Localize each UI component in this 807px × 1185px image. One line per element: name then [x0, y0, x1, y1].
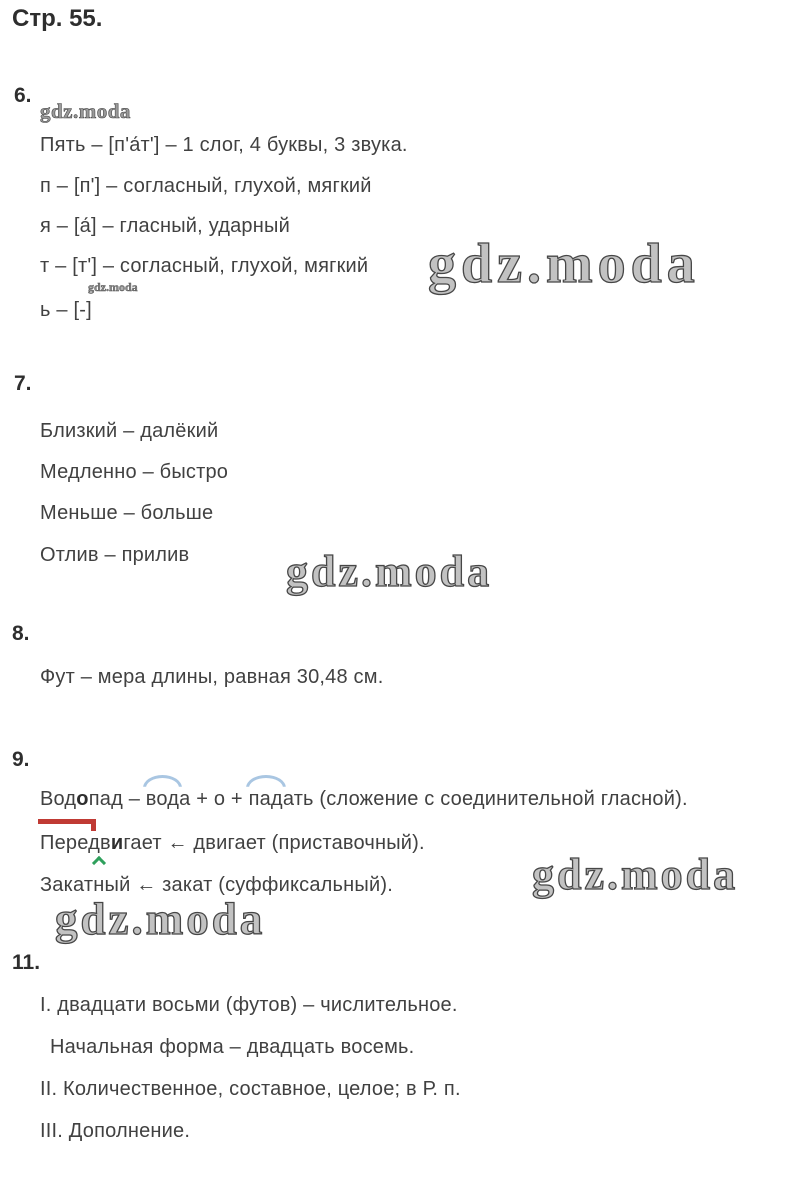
section-6-number: 6. [14, 84, 32, 107]
bold-letter: и [110, 832, 124, 854]
numeral-analysis-line-1: I. двадцати восьми (футов) – числительное. [40, 994, 458, 1016]
phonetic-letter-line: я – [а́] – гласный, ударный [40, 215, 290, 237]
numeral-analysis-line-4: III. Дополнение. [40, 1120, 191, 1142]
section-7-number: 7. [14, 372, 32, 395]
numeral-analysis-line-2: Начальная форма – двадцать восемь. [50, 1036, 415, 1058]
word-part: пад – [88, 788, 146, 810]
section-8-number: 8. [12, 622, 30, 645]
suffix-caret-mark: н [93, 874, 105, 896]
root-arc-mark: пад [248, 788, 283, 810]
antonym-pair: Меньше – больше [40, 502, 214, 524]
watermark-gdz-moda: gdz.moda [286, 547, 493, 596]
word-part: Закат [40, 874, 94, 896]
phonetic-letter-line: т – [т'] – согласный, глухой, мягкий [40, 255, 369, 277]
page-title: Стр. 55. [12, 5, 103, 32]
word-formation-line-vodopad [40, 788, 688, 811]
antonym-pair: Близкий – далёкий [40, 420, 219, 442]
word-part: Вод [40, 788, 77, 810]
word-part: гает ← двигает (приставочный). [123, 832, 425, 854]
phonetic-letter-line: ь – [-] [40, 299, 92, 321]
watermark-gdz-moda: gdz.moda [40, 99, 131, 123]
phonetic-letter-line: п – [п'] – согласный, глухой, мягкий [40, 175, 372, 197]
watermark-gdz-moda: gdz.moda [532, 850, 739, 899]
phonetic-word-line: Пять – [п'а́т'] – 1 слог, 4 буквы, 3 звука. [40, 134, 408, 156]
bold-connecting-vowel: о [76, 788, 89, 810]
antonym-pair: Отлив – прилив [40, 544, 190, 566]
section-9-number: 9. [12, 748, 30, 771]
word-part: а + о + [179, 788, 249, 810]
definition-line: Фут – мера длины, равная 30,48 см. [40, 666, 384, 688]
root-arc-mark: вод [145, 788, 180, 810]
word-formation-line-peredvigaet [40, 832, 425, 855]
prefix-bracket-mark: Пере [40, 832, 89, 854]
watermark-gdz-moda: gdz.moda [428, 233, 700, 295]
antonym-pair: Медленно – быстро [40, 461, 229, 483]
numeral-analysis-line-3: II. Количественное, составное, целое; в Р. п. [40, 1078, 461, 1100]
watermark-gdz-moda: gdz.moda [88, 280, 138, 294]
section-11-number: 11. [12, 951, 41, 974]
word-part: ый ← закат (суффиксальный). [104, 874, 393, 896]
word-part: дв [88, 832, 111, 854]
word-part: ать (сложение с соединительной гласной). [282, 788, 688, 810]
watermark-gdz-moda: gdz.moda [55, 894, 266, 944]
